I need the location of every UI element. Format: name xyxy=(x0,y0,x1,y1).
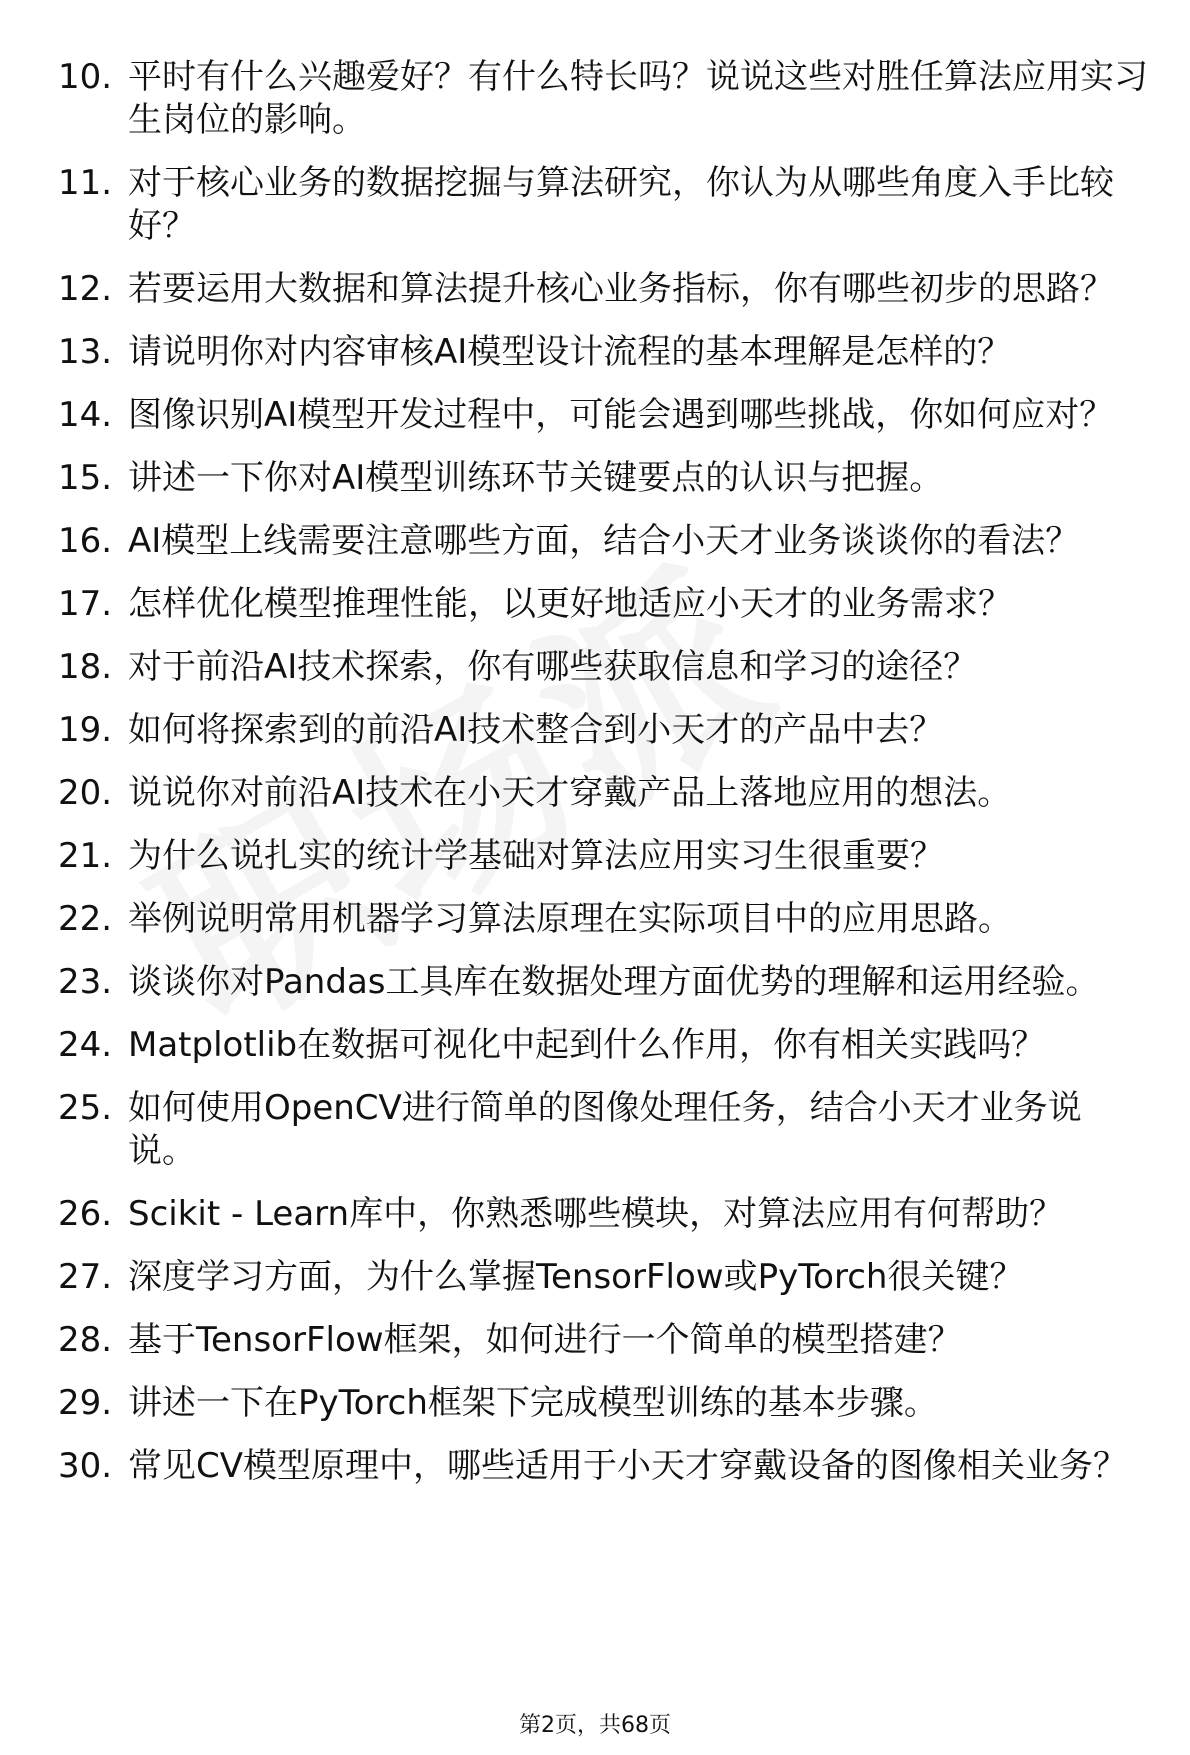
question-number: 18. xyxy=(58,647,113,687)
question-number: 22. xyxy=(58,899,113,939)
question-item xyxy=(58,394,1148,437)
question-text: 平时有什么兴趣爱好？有什么特长吗？说说这些对胜任算法应用实习生岗位的影响。 xyxy=(128,57,1148,140)
question-number: 16. xyxy=(58,521,113,561)
question-number: 25. xyxy=(58,1088,113,1128)
question-text: 说说你对前沿AI技术在小天才穿戴产品上落地应用的想法。 xyxy=(128,773,1012,813)
question-text: 讲述一下在PyTorch框架下完成模型训练的基本步骤。 xyxy=(128,1383,938,1423)
question-item xyxy=(58,898,1148,941)
question-item xyxy=(58,1319,1148,1362)
question-number: 24. xyxy=(58,1025,113,1065)
question-item xyxy=(58,709,1148,752)
question-number: 14. xyxy=(58,395,113,435)
question-number: 15. xyxy=(58,458,113,498)
question-list xyxy=(58,56,1148,1508)
question-text: 怎样优化模型推理性能，以更好地适应小天才的业务需求？ xyxy=(128,584,1012,624)
question-item xyxy=(58,56,1148,142)
question-text: 如何将探索到的前沿AI技术整合到小天才的产品中去？ xyxy=(128,710,944,750)
question-number: 17. xyxy=(58,584,113,624)
page-footer: 第2页，共68页 xyxy=(519,1713,671,1738)
question-text: 常见CV模型原理中，哪些适用于小天才穿戴设备的图像相关业务？ xyxy=(128,1446,1127,1486)
question-number: 20. xyxy=(58,773,113,813)
question-item xyxy=(58,961,1148,1004)
question-text: 图像识别AI模型开发过程中，可能会遇到哪些挑战，你如何应对？ xyxy=(128,395,1114,435)
question-text: 深度学习方面，为什么掌握TensorFlow或PyTorch很关键？ xyxy=(128,1257,1024,1297)
question-number: 29. xyxy=(58,1383,113,1423)
question-number: 11. xyxy=(58,163,113,203)
question-item xyxy=(58,1256,1148,1299)
question-text: 谈谈你对Pandas工具库在数据处理方面优势的理解和运用经验。 xyxy=(128,962,1100,1002)
question-item xyxy=(58,1087,1148,1173)
question-text: AI模型上线需要注意哪些方面，结合小天才业务谈谈你的看法？ xyxy=(128,521,1080,561)
question-text: 请说明你对内容审核AI模型设计流程的基本理解是怎样的？ xyxy=(128,332,1012,372)
question-item xyxy=(58,1024,1148,1067)
question-text: 举例说明常用机器学习算法原理在实际项目中的应用思路。 xyxy=(128,899,1012,939)
question-item xyxy=(58,457,1148,500)
question-item xyxy=(58,583,1148,626)
question-text: 对于前沿AI技术探索，你有哪些获取信息和学习的途径？ xyxy=(128,647,978,687)
question-item xyxy=(58,772,1148,815)
question-item xyxy=(58,331,1148,374)
question-number: 12. xyxy=(58,269,113,309)
question-item xyxy=(58,646,1148,689)
question-number: 26. xyxy=(58,1194,113,1234)
question-item xyxy=(58,162,1148,248)
question-text: 讲述一下你对AI模型训练环节关键要点的认识与把握。 xyxy=(128,458,944,498)
question-text: 基于TensorFlow框架，如何进行一个简单的模型搭建？ xyxy=(128,1320,962,1360)
question-text: 为什么说扎实的统计学基础对算法应用实习生很重要？ xyxy=(128,836,944,876)
question-item xyxy=(58,268,1148,311)
question-number: 13. xyxy=(58,332,113,372)
question-item xyxy=(58,520,1148,563)
question-number: 21. xyxy=(58,836,113,876)
question-number: 30. xyxy=(58,1446,113,1486)
question-number: 28. xyxy=(58,1320,113,1360)
question-number: 10. xyxy=(58,57,113,97)
question-text: 如何使用OpenCV进行简单的图像处理任务，结合小天才业务说说。 xyxy=(128,1088,1082,1171)
question-text: 对于核心业务的数据挖掘与算法研究，你认为从哪些角度入手比较好？ xyxy=(128,163,1114,246)
question-text: 若要运用大数据和算法提升核心业务指标，你有哪些初步的思路？ xyxy=(128,269,1114,309)
question-text: Scikit - Learn库中，你熟悉哪些模块，对算法应用有何帮助？ xyxy=(128,1194,1064,1234)
question-item xyxy=(58,1382,1148,1425)
question-number: 27. xyxy=(58,1257,113,1297)
question-item xyxy=(58,1445,1148,1488)
question-item xyxy=(58,835,1148,878)
question-number: 19. xyxy=(58,710,113,750)
question-number: 23. xyxy=(58,962,113,1002)
question-text: Matplotlib在数据可视化中起到什么作用，你有相关实践吗？ xyxy=(128,1025,1046,1065)
question-item xyxy=(58,1193,1148,1236)
